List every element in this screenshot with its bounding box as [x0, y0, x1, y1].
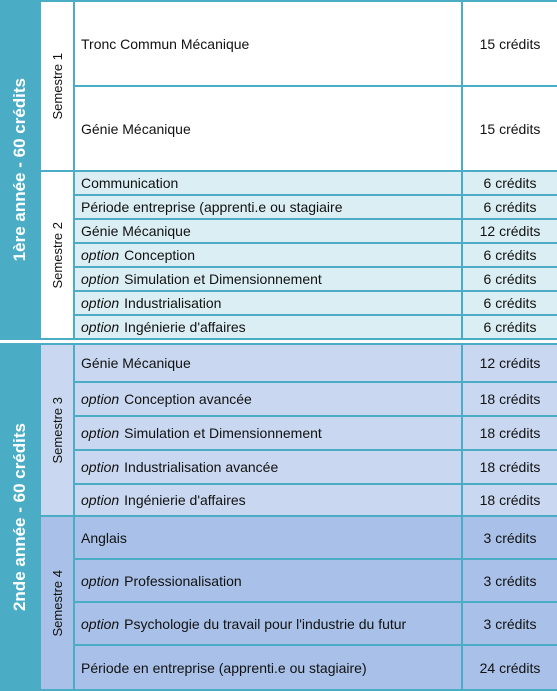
course-label — [75, 316, 463, 338]
course-credits: 18 crédits — [479, 391, 541, 407]
semester-4-label: Semestre 4 — [49, 569, 65, 637]
table-row — [75, 268, 557, 292]
table-row — [75, 485, 557, 517]
course-credits: 6 crédits — [483, 199, 537, 215]
table-row — [75, 87, 557, 172]
course-label — [75, 268, 463, 290]
course-credits: 6 crédits — [483, 247, 537, 263]
course-credits: 15 crédits — [479, 35, 541, 52]
course-credits: 3 crédits — [483, 615, 537, 632]
course-credits: 18 crédits — [479, 492, 541, 508]
table-row — [75, 343, 557, 383]
course-credits: 3 crédits — [483, 572, 537, 589]
course-label — [75, 517, 463, 558]
course-label — [75, 451, 463, 483]
option-tag: option — [81, 319, 120, 335]
option-tag: option — [81, 615, 120, 632]
table-row — [75, 560, 557, 603]
option-tag: option — [81, 295, 120, 311]
option-tag: option — [81, 271, 120, 287]
course-name: Industrialisation avancée — [124, 459, 279, 475]
table-row — [75, 451, 557, 485]
table-row — [75, 220, 557, 244]
course-label — [75, 292, 463, 314]
table-row — [75, 2, 557, 87]
course-name: Communication — [81, 175, 179, 191]
table-row — [75, 196, 557, 220]
year-2-label: 2nde année - 60 crédits — [9, 422, 29, 612]
course-label — [75, 603, 463, 644]
year-2-banner — [0, 343, 39, 691]
course-name: Tronc Commun Mécanique — [81, 35, 250, 52]
option-tag: option — [81, 391, 120, 407]
option-tag: option — [81, 572, 120, 589]
course-label — [75, 560, 463, 601]
course-label — [75, 485, 463, 515]
course-name: Conception — [124, 247, 195, 263]
course-credits: 6 crédits — [483, 271, 537, 287]
semester-2-cell — [39, 172, 75, 340]
course-label — [75, 646, 463, 689]
course-credits: 3 crédits — [483, 529, 537, 546]
course-credits: 24 crédits — [479, 659, 541, 676]
course-credits: 6 crédits — [483, 319, 537, 335]
course-credits: 18 crédits — [479, 459, 541, 475]
course-name: Professionalisation — [124, 572, 242, 589]
course-label — [75, 244, 463, 266]
course-name: Conception avancée — [124, 391, 252, 407]
table-row — [75, 517, 557, 560]
course-name: Industrialisation — [124, 295, 222, 311]
semester-1-label: Semestre 1 — [49, 52, 65, 120]
table-row — [75, 172, 557, 196]
semester-4-cell — [39, 517, 75, 691]
year-1-banner — [0, 0, 39, 340]
table-row — [75, 292, 557, 316]
course-label — [75, 2, 463, 85]
year-1-label: 1ère année - 60 crédits — [9, 78, 29, 262]
course-name: Ingénierie d'affaires — [124, 492, 246, 508]
option-tag: option — [81, 459, 120, 475]
table-row — [75, 603, 557, 646]
course-label — [75, 172, 463, 194]
option-tag: option — [81, 425, 120, 441]
table-row — [75, 244, 557, 268]
semester-2-label: Semestre 2 — [49, 221, 65, 289]
course-name: Psychologie du travail pour l'industrie du futur — [124, 615, 407, 632]
course-credits: 18 crédits — [479, 425, 541, 441]
option-tag: option — [81, 247, 120, 263]
course-name: Simulation et Dimensionnement — [124, 271, 322, 287]
course-name: Génie Mécanique — [81, 355, 191, 371]
table-row — [75, 646, 557, 691]
course-name: Période entreprise (apprenti.e ou stagiaire — [81, 199, 343, 215]
course-credits: 6 crédits — [483, 295, 537, 311]
course-label — [75, 87, 463, 170]
course-name: Période en entreprise (apprenti.e ou stagiaire) — [81, 659, 367, 676]
course-credits: 6 crédits — [483, 175, 537, 191]
course-label — [75, 383, 463, 415]
course-label — [75, 345, 463, 381]
course-credits: 12 crédits — [479, 223, 541, 239]
course-label — [75, 417, 463, 449]
table-row — [75, 383, 557, 417]
course-credits: 15 crédits — [479, 120, 541, 137]
semester-3-label: Semestre 3 — [49, 396, 65, 464]
table-row — [75, 316, 557, 340]
course-label — [75, 196, 463, 218]
course-name: Génie Mécanique — [81, 120, 191, 137]
course-name: Génie Mécanique — [81, 223, 191, 239]
table-row — [75, 417, 557, 451]
course-name: Simulation et Dimensionnement — [124, 425, 322, 441]
course-name: Anglais — [81, 529, 127, 546]
course-credits: 12 crédits — [479, 355, 541, 371]
course-name: Ingénierie d'affaires — [124, 319, 246, 335]
option-tag: option — [81, 492, 120, 508]
course-label — [75, 220, 463, 242]
semester-grid — [39, 0, 557, 691]
semester-3-cell — [39, 343, 75, 517]
semester-1-cell — [39, 0, 75, 172]
